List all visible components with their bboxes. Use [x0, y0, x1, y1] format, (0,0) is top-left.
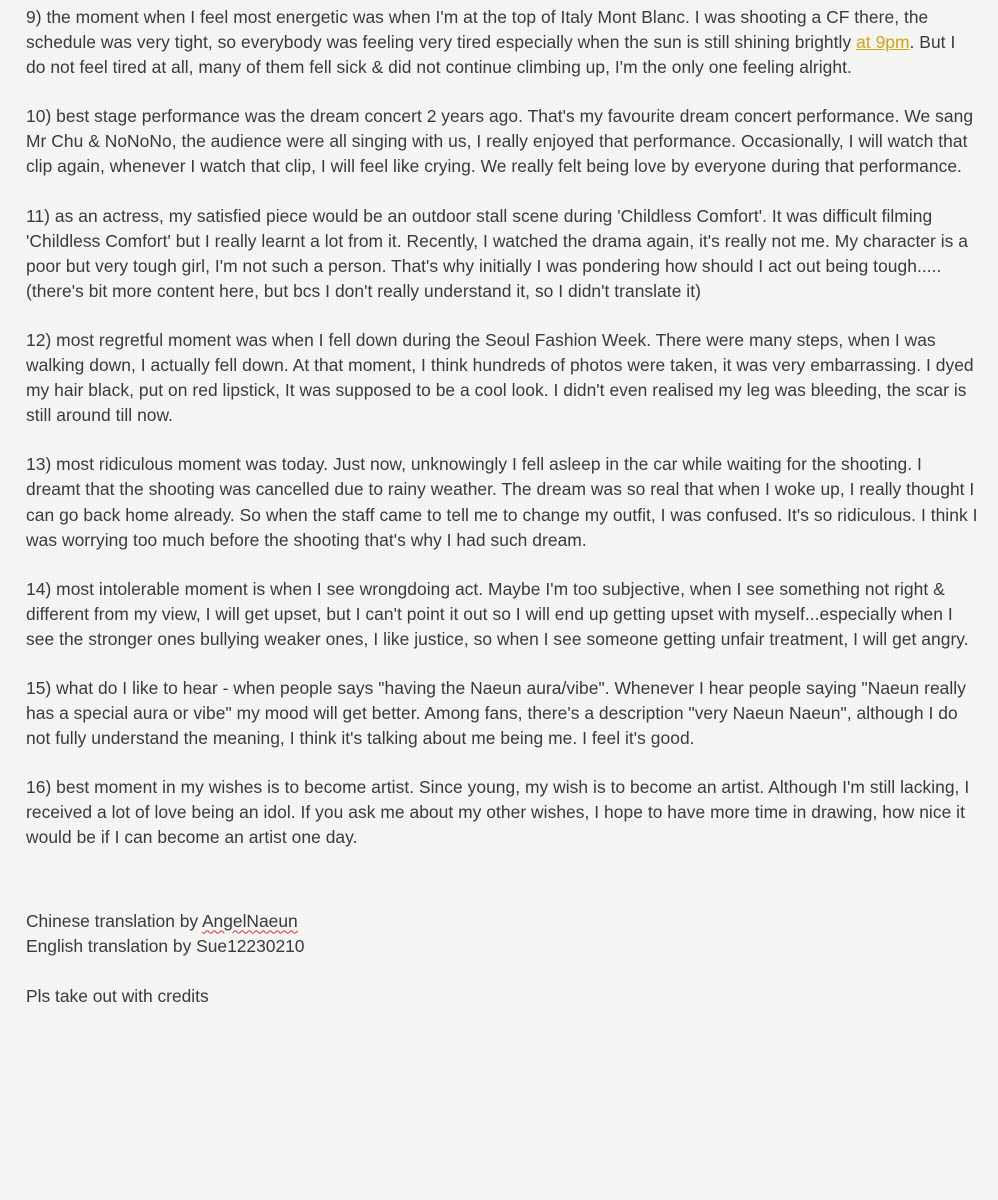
- chinese-credit-line: [26, 909, 978, 934]
- time-link[interactable]: at 9pm: [856, 32, 910, 53]
- paragraph-11: 11) as an actress, my satisfied piece would be an outdoor stall scene during 'Childless Comfort'. It was difficult filming 'Childless Comfort' but I really learnt a lot from it. Recently, I watched the drama again, it's really not me. My character is a poor but very tough girl, I'm not such a person. That's why initially I was pondering how should I act out being tough.....(there's bit more content here, but bcs I don't really understand it, so I didn't translate it): [26, 205, 969, 301]
- paragraph-9-text-after: . But I do not feel tired at all, many of them fell sick & did not continue climbing up, I'm the only one feeling alright.: [26, 32, 956, 78]
- paragraph-15: 15) what do I like to hear - when people says "having the Naeun aura/vibe". Whenever I hear people saying "Naeun really has a special aura or vibe" my mood will get better. Among fans, there's a description "very Naeun Naeun", although I do not fully understand the meaning, I think it's talking about me being me. I feel it's good.: [26, 677, 966, 749]
- chinese-credit-prefix: Chinese translation by: [26, 910, 202, 931]
- chinese-translator-name: AngelNaeun: [201, 910, 298, 931]
- closing-note: Pls take out with credits: [26, 985, 209, 1006]
- english-credit-line: English translation by Sue12230210: [26, 935, 305, 956]
- paragraph-9-text-before: 9) the moment when I feel most energetic was when I'm at the top of Italy Mont Blanc. I was shooting a CF there, the schedule was very tight, so everybody was feeling very tired especially when the sun is still shining brightly: [26, 7, 929, 53]
- paragraph-14: 14) most intolerable moment is when I see wrongdoing act. Maybe I'm too subjective, when I see something not right & different from my view, I will get upset, but I can't point it out so I will end up getting upset with myself...especially when I see the stronger ones bullying weaker ones, I like justice, so when I see someone getting unfair treatment, I will get angry.: [26, 578, 969, 649]
- paragraph-12: 12) most regretful moment was when I fell down during the Seoul Fashion Week. There were many steps, when I was walking down, I actually fell down. At that moment, I think hundreds of photos were taken, it was very embarrassing. I dyed my hair black, put on red lipstick, It was supposed to be a cool look. I didn't even realised my leg was bleeding, the scar is still around till now.: [26, 329, 974, 426]
- paragraph-10: 10) best stage performance was the dream concert 2 years ago. That's my favourite dream concert performance. We sang Mr Chu & NoNoNo, the audience were all singing with us, I really enjoyed that performance. Occasionally, I will watch that clip again, whenever I watch that clip, I will feel like crying. We really felt being love by everyone during that performance.: [26, 106, 974, 177]
- paragraph-9: [26, 5, 978, 80]
- paragraph-13: 13) most ridiculous moment was today. Just now, unknowingly I fell asleep in the car while waiting for the shooting. I dreamt that the shooting was cancelled due to rainy weather. The dream was so real that when I woke up, I really thought I can go back home already. So when the staff came to tell me to change my outfit, I was confused. It's so ridiculous. I think I was worrying too much before the shooting that's why I had such dream.: [26, 454, 978, 550]
- credits-block: [26, 909, 978, 959]
- paragraph-16: 16) best moment in my wishes is to become artist. Since young, my wish is to become an artist. Although I'm still lacking, I received a lot of love being an idol. If you ask me about my other wishes, I hope to have more time in drawing, how nice it would be if I can become an artist one day.: [26, 777, 970, 848]
